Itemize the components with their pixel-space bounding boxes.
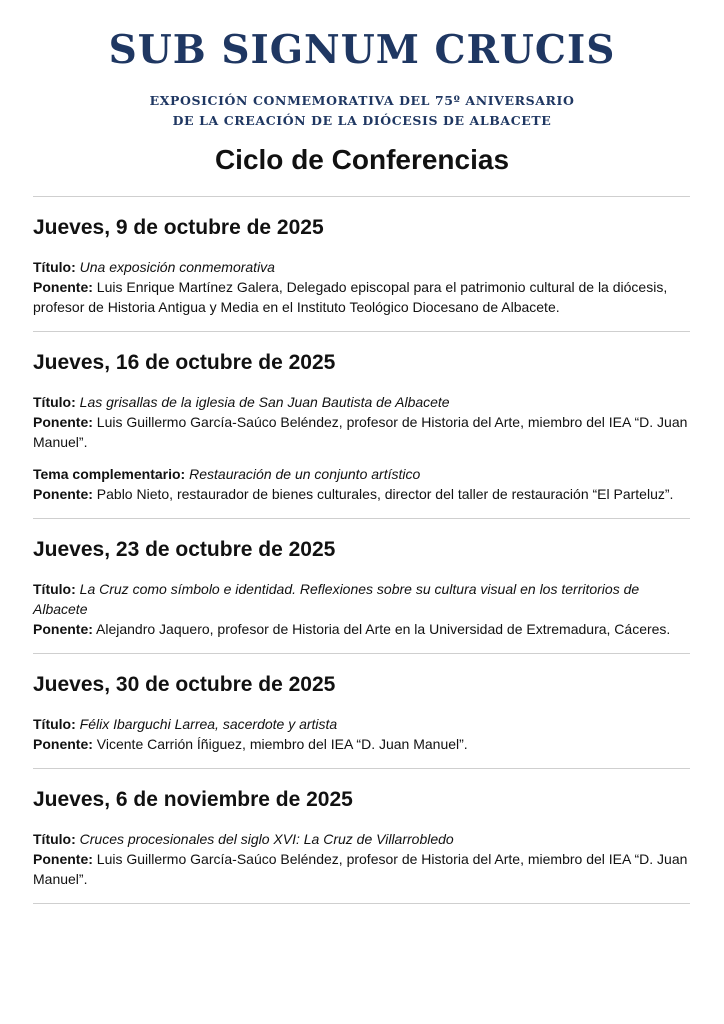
conference-event — [33, 331, 690, 518]
speaker-label: Ponente: — [33, 621, 93, 637]
talk-entry — [33, 257, 690, 317]
talk-entry — [33, 392, 690, 452]
conference-event — [33, 653, 690, 768]
title-label: Título: — [33, 581, 76, 597]
event-date: Jueves, 9 de octubre de 2025 — [33, 216, 324, 239]
speaker-label: Ponente: — [33, 486, 93, 502]
title-label: Título: — [33, 259, 76, 275]
talk-entry — [33, 579, 690, 639]
conference-event — [33, 768, 690, 904]
talk-title: Félix Ibarguchi Larrea, sacerdote y artista — [79, 716, 338, 732]
talk-speaker: Luis Guillermo García-Saúco Beléndez, profesor de Historia del Arte, miembro del IEA “D. Juan Manuel”. — [33, 851, 688, 887]
complementary-label: Tema complementario: — [33, 466, 186, 482]
page-title: Ciclo de Conferencias — [214, 144, 510, 175]
exhibition-subtitle-line-1: EXPOSICIÓN CONMEMORATIVA DEL 75º ANIVERSARIO — [149, 93, 575, 108]
exhibition-title: SUB SIGNUM CRUCIS — [108, 27, 616, 73]
event-date: Jueves, 30 de octubre de 2025 — [33, 673, 336, 696]
conference-event — [33, 196, 690, 331]
title-label: Título: — [33, 831, 76, 847]
title-label: Título: — [33, 394, 76, 410]
talk-title: Cruces procesionales del siglo XVI: La Cruz de Villarrobledo — [79, 831, 454, 847]
talk-title: Una exposición conmemorativa — [79, 259, 275, 275]
talk-speaker: Alejandro Jaquero, profesor de Historia del Arte en la Universidad de Extremadura, Cáceres. — [96, 621, 671, 637]
talk-entry — [33, 829, 690, 889]
title-label: Título: — [33, 716, 76, 732]
talk-title: La Cruz como símbolo e identidad. Reflexiones sobre su cultura visual en los territorios de Albacete — [33, 581, 640, 617]
speaker-label: Ponente: — [33, 279, 93, 295]
speaker-label: Ponente: — [33, 414, 93, 430]
talk-speaker: Luis Enrique Martínez Galera, Delegado episcopal para el patrimonio cultural de la diócesis, profesor de Historia Antigua y Media en el Instituto Teológico Diocesano de Albacete. — [33, 279, 668, 315]
talk-speaker: Luis Guillermo García-Saúco Beléndez, profesor de Historia del Arte, miembro del IEA “D. Juan Manuel”. — [33, 414, 688, 450]
conference-event — [33, 518, 690, 653]
complementary-entry — [33, 464, 690, 504]
talk-speaker: Pablo Nieto, restaurador de bienes culturales, director del taller de restauración “El Parteluz”. — [96, 486, 674, 502]
exhibition-subtitle-line-2: DE LA CREACIÓN DE LA DIÓCESIS DE ALBACETE — [172, 113, 552, 128]
event-date: Jueves, 23 de octubre de 2025 — [33, 538, 336, 561]
talk-title: Las grisallas de la iglesia de San Juan Bautista de Albacete — [79, 394, 450, 410]
conference-list — [33, 196, 690, 904]
talk-entry — [33, 714, 690, 754]
speaker-label: Ponente: — [33, 851, 93, 867]
talk-speaker: Vicente Carrión Íñiguez, miembro del IEA “D. Juan Manuel”. — [96, 736, 468, 752]
complementary-title: Restauración de un conjunto artístico — [189, 466, 421, 482]
event-date: Jueves, 16 de octubre de 2025 — [33, 351, 336, 374]
event-date: Jueves, 6 de noviembre de 2025 — [33, 788, 353, 811]
speaker-label: Ponente: — [33, 736, 93, 752]
